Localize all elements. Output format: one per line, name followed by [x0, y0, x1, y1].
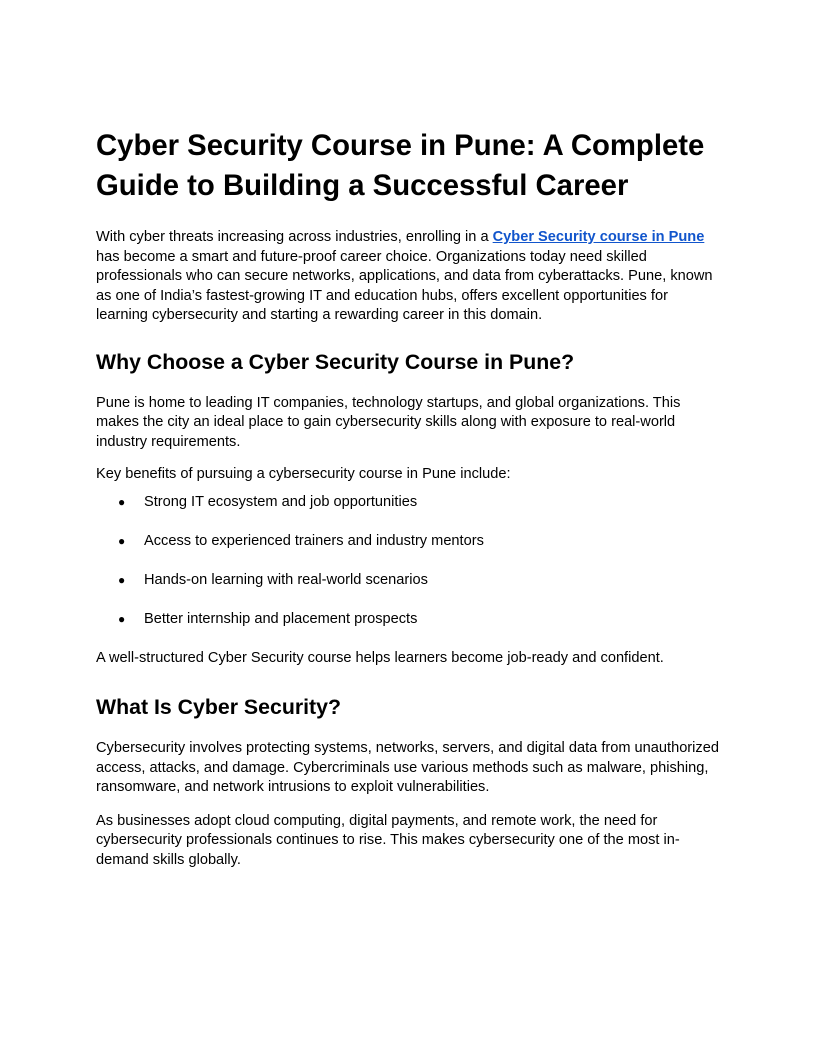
- document-page: [96, 126, 720, 870]
- list-item: [96, 532, 720, 552]
- why-paragraph-2: Key benefits of pursuing a cybersecurity course in Pune include:: [96, 466, 511, 482]
- intro-text-after-link: has become a smart and future-proof career choice. Organizations today need skilled professionals who can secure networks, applications, and data from cyberattacks. Pune, known as one of India’s fastest-growing IT and education hubs, offers excellent opportunities for learning cybersecurity and starting a rewarding career in this domain.: [96, 248, 713, 323]
- list-item-text: Hands-on learning with real-world scenarios: [144, 571, 428, 588]
- list-item: [96, 493, 720, 513]
- intro-paragraph: [96, 228, 720, 326]
- why-paragraph-1: Pune is home to leading IT companies, technology startups, and global organizations. This makes the city an ideal place to gain cybersecurity skills along with exposure to real-world industry requirements.: [96, 394, 681, 450]
- benefits-list: [96, 493, 720, 630]
- bullet-icon: ●: [118, 533, 126, 548]
- list-item-text: Better internship and placement prospects: [144, 610, 418, 627]
- bullet-icon: ●: [118, 572, 126, 587]
- section-heading-why: Why Choose a Cyber Security Course in Pune?: [96, 349, 575, 374]
- bullet-icon: ●: [118, 494, 126, 509]
- what-paragraph-1: Cybersecurity involves protecting systems, networks, servers, and digital data from unauthorized access, attacks, and damage. Cybercriminals use various methods such as malware, phishing, ransomware, and network intrusions to exploit vulnerabilities.: [96, 740, 719, 795]
- cyber-security-course-link[interactable]: Cyber Security course in Pune: [492, 229, 705, 245]
- what-paragraph-2: As businesses adopt cloud computing, digital payments, and remote work, the need for cybersecurity professionals continues to rise. This makes cybersecurity one of the most in-demand skills globally.: [96, 812, 680, 868]
- list-item-text: Access to experienced trainers and industry mentors: [144, 532, 484, 549]
- list-item: [96, 610, 720, 630]
- intro-text-before-link: With cyber threats increasing across industries, enrolling in a: [96, 229, 493, 245]
- bullet-icon: ●: [118, 611, 126, 626]
- why-closing-paragraph: A well-structured Cyber Security course helps learners become job-ready and confident.: [96, 649, 664, 666]
- list-item: [96, 571, 720, 591]
- list-item-text: Strong IT ecosystem and job opportunities: [144, 493, 418, 510]
- section-heading-what: What Is Cyber Security?: [96, 695, 341, 719]
- document-title: Cyber Security Course in Pune: A Complete Guide to Building a Successful Career: [96, 129, 705, 202]
